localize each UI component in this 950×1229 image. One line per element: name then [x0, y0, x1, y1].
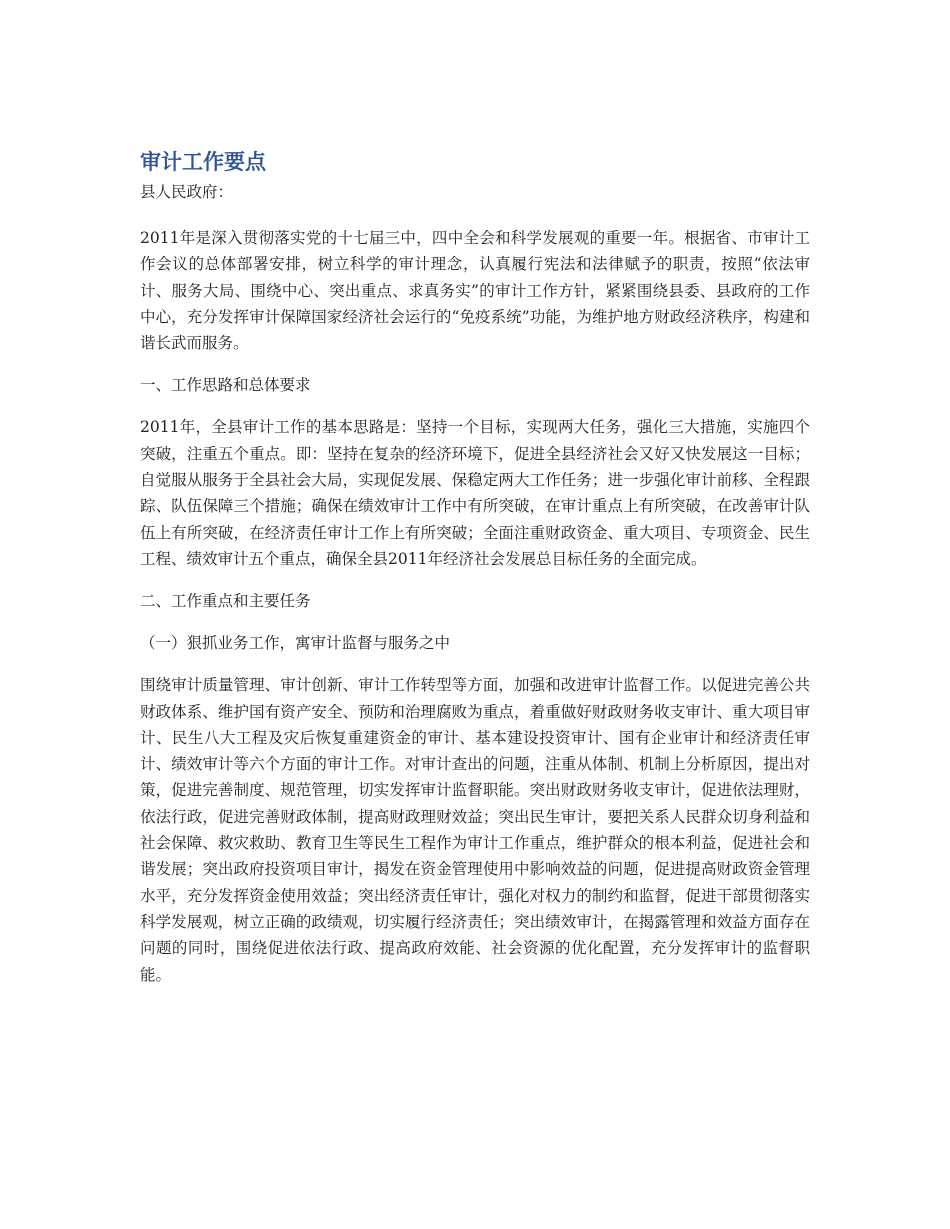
document-page [140, 147, 810, 1004]
subsection-1-heading: （一）狠抓业务工作，寓审计监督与服务之中 [140, 634, 451, 653]
document-title: 审计工作要点 [140, 150, 266, 174]
section-2-heading: 二、工作重点和主要任务 [140, 592, 311, 611]
section-1-paragraph: 2011年，全县审计工作的基本思路是：坚持一个目标，实现两大任务，强化三大措施，实施四个突破，注重五个重点。即：坚持在复杂的经济环境下，促进全县经济社会又好又快发展这一目标；自觉服从服务于全县社会大局，实现促发展、保稳定两大工作任务；进一步强化审计前移、全程跟踪、队伍保障三个措施；确保在绩效审计工作中有所突破，在审计重点上有所突破，在改善审计队伍上有所突破，在经济责任审计工作上有所突破；全面注重财政资金、重大项目、专项资金、民生工程、绩效审计五个重点，确保全县2011年经济社会发展总目标任务的全面完成。 [140, 418, 810, 568]
section-1-heading: 一、工作思路和总体要求 [140, 376, 311, 395]
salutation: 县人民政府： [140, 183, 234, 201]
intro-paragraph: 2011年是深入贯彻落实党的十七届三中，四中全会和科学发展观的重要一年。根据省、市审计工作会议的总体部署安排，树立科学的审计理念，认真履行宪法和法律赋予的职责，按照“依法审计、服务大局、围绕中心、突出重点、求真务实”的审计工作方针，紧紧围绕县委、县政府的工作中心，充分发挥审计保障国家经济社会运行的“免疫系统”功能，为维护地方财政经济秩序，构建和谐长武而服务。 [140, 229, 810, 353]
subsection-1-paragraph: 围绕审计质量管理、审计创新、审计工作转型等方面，加强和改进审计监督工作。以促进完善公共财政体系、维护国有资产安全、预防和治理腐败为重点，着重做好财政财务收支审计、重大项目审计、民生八大工程及灾后恢复重建资金的审计、基本建设投资审计、国有企业审计和经济责任审计、绩效审计等六个方面的审计工作。对审计查出的问题，注重从体制、机制上分析原因，提出对策，促进完善制度、规范管理，切实发挥审计监督职能。突出财政财务收支审计，促进依法理财，依法行政，促进完善财政体制，提高财政理财效益；突出民生审计，要把关系人民群众切身利益和社会保障、救灾救助、教育卫生等民生工程作为审计工作重点，维护群众的根本利益，促进社会和谐发展；突出政府投资项目审计，揭发在资金管理使用中影响效益的问题，促进提高财政资金管理水平，充分发挥资金使用效益；突出经济责任审计，强化对权力的制约和监督，促进干部贯彻落实科学发展观，树立正确的政绩观，切实履行经济责任；突出绩效审计，在揭露管理和效益方面存在问题的同时，围绕促进依法行政、提高政府效能、社会资源的优化配置，充分发挥审计的监督职能。 [140, 676, 810, 984]
